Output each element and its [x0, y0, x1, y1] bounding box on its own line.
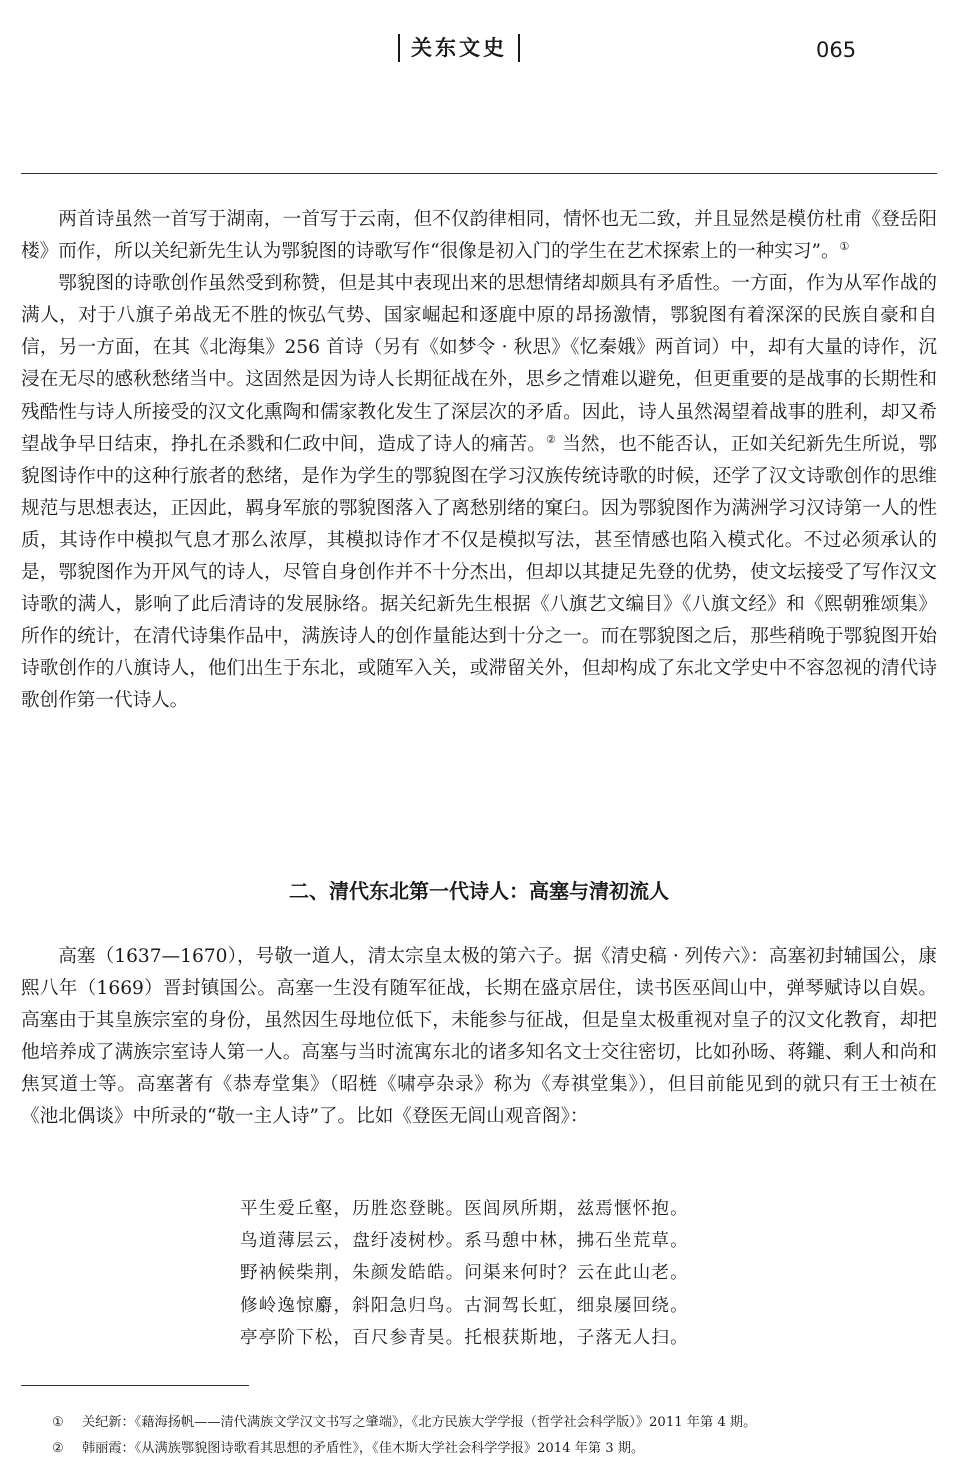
poem: [240, 1193, 740, 1354]
footnote-ref-2[interactable]: ②: [546, 432, 557, 446]
footnote: [52, 1410, 942, 1436]
header-rule: [21, 173, 937, 174]
footnote-mark: ②: [52, 1441, 64, 1456]
poem-line: 鸟道薄层云，盘纡凌树杪。系马憩中林，拂石坐荒草。: [240, 1231, 689, 1252]
paragraph-text: 鄂貌图的诗歌创作虽然受到称赞，但是其中表现出来的思想情绪却颇具有矛盾性。一方面，作为从军作战的满人，对于八旗子弟战无不胜的恢弘气势、国家崛起和逐鹿中原的昂扬激情，鄂貌图有着深深的民族自豪和自信，另一方面，在其《北海集》256 首诗（另有《如梦令 · 秋思》《忆秦娥》两首词）中，却有大量的诗作，沉浸在无尽的感秋愁绪当中。这固然是因为诗人长期征战在外，思乡之情难以避免，但更重要的是战事的长期性和残酷性与诗人所接受的汉文化熏陶和儒家教化发生了深层次的矛盾。因此，诗人虽然渴望着战事的胜利，却又希望战争早日结束，挣扎在杀戮和仁政中间，造成了诗人的痛苦。: [21, 273, 937, 455]
paragraph-text: 两首诗虽然一首写于湖南，一首写于云南，但不仅韵律相同，情怀也无二致，并且显然是模仿杜甫《登岳阳楼》而作，所以关纪新先生认为鄂貌图的诗歌写作“很像是初入门的学生在艺术探索上的一种实习”。: [21, 209, 937, 263]
footnote-text: 韩丽霞：《从满族鄂貌图诗歌看其思想的矛盾性》，《佳木斯大学社会科学学报》2014 年第 3 期。: [82, 1441, 645, 1456]
footnotes: [52, 1410, 942, 1462]
footnote: [52, 1436, 942, 1462]
poem-line: 亭亭阶下松，百尺参青昊。托根获斯地，子落无人扫。: [240, 1327, 689, 1348]
paragraph: 高塞（1637—1670），号敬一道人，清太宗皇太极的第六子。据《清史稿 · 列传六》：高塞初封辅国公，康熙八年（1669）晋封镇国公。高塞一生没有随军征战，长期在盛京居住，读书医巫闾山中，弹琴赋诗以自娱。高塞由于其皇族宗室的身份，虽然因生母地位低下，未能参与征战，但是皇太极重视对皇子的汉文化教育，却把他培养成了满族宗室诗人第一人。高塞与当时流寓东北的诸多知名文士交往密切，比如孙旸、蒋鑨、剩人和尚和焦冥道士等。高塞著有《恭寿堂集》（昭梿《啸亭杂录》称为《寿祺堂集》），但目前能见到的就只有王士祯在《池北偶谈》中所录的“敬一主人诗”了。比如《登医无闾山观音阁》：: [21, 946, 937, 1128]
section-heading: 二、清代东北第一代诗人：高塞与清初流人: [289, 879, 669, 903]
footnote-rule: [21, 1385, 249, 1386]
journal-title: 关东文史: [411, 36, 507, 60]
body-text: [21, 204, 937, 718]
footnote-mark: ①: [52, 1415, 64, 1430]
poem-line: 修岭逸惊麝，斜阳急归鸟。古洞驾长虹，细泉屡回绕。: [240, 1295, 689, 1316]
header-right-bar: [518, 34, 520, 62]
poem-line: 平生爱丘壑，历胜恣登眺。医闾夙所期，兹焉惬怀抱。: [240, 1199, 689, 1219]
footnote-ref-1[interactable]: ①: [839, 239, 850, 253]
paragraph: [21, 204, 937, 268]
paragraph: [21, 268, 937, 717]
footnote-text: 关纪新：《藉海扬帆——清代满族文学汉文书写之肇端》，《北方民族大学学报（哲学社会科学版）》2011 年第 4 期。: [82, 1415, 757, 1430]
paragraph-text: 当然，也不能否认，正如关纪新先生所说，鄂貌图诗作中的这种行旅者的愁绪，是作为学生的鄂貌图在学习汉族传统诗歌的时候，还学了汉文诗歌创作的思维规范与思想表达，正因此，羁身军旅的鄂貌图落入了离愁别绪的窠臼。因为鄂貌图作为满洲学习汉诗第一人的性质，其诗作中模拟气息才那么浓厚，其模拟诗作才不仅是模拟写法，甚至情感也陷入模式化。不过必须承认的是，鄂貌图作为开风气的诗人，尽管自身创作并不十分杰出，但却以其捷足先登的优势，使文坛接受了写作汉文诗歌的满人，影响了此后清诗的发展脉络。据关纪新先生根据《八旗艺文编目》《八旗文经》和《熙朝雅颂集》所作的统计，在清代诗集作品中，满族诗人的创作量能达到十分之一。而在鄂貌图之后，那些稍晚于鄂貌图开始诗歌创作的八旗诗人，他们出生于东北，或随军入关，或滞留关外，但却构成了东北文学史中不容忽视的清代诗歌创作第一代诗人。: [21, 433, 937, 712]
poem-line: 野衲候柴荆，朱颜发皓皓。问渠来何时？云在此山老。: [240, 1263, 689, 1284]
section-body: [21, 941, 937, 1134]
page-number: 065: [816, 38, 857, 62]
